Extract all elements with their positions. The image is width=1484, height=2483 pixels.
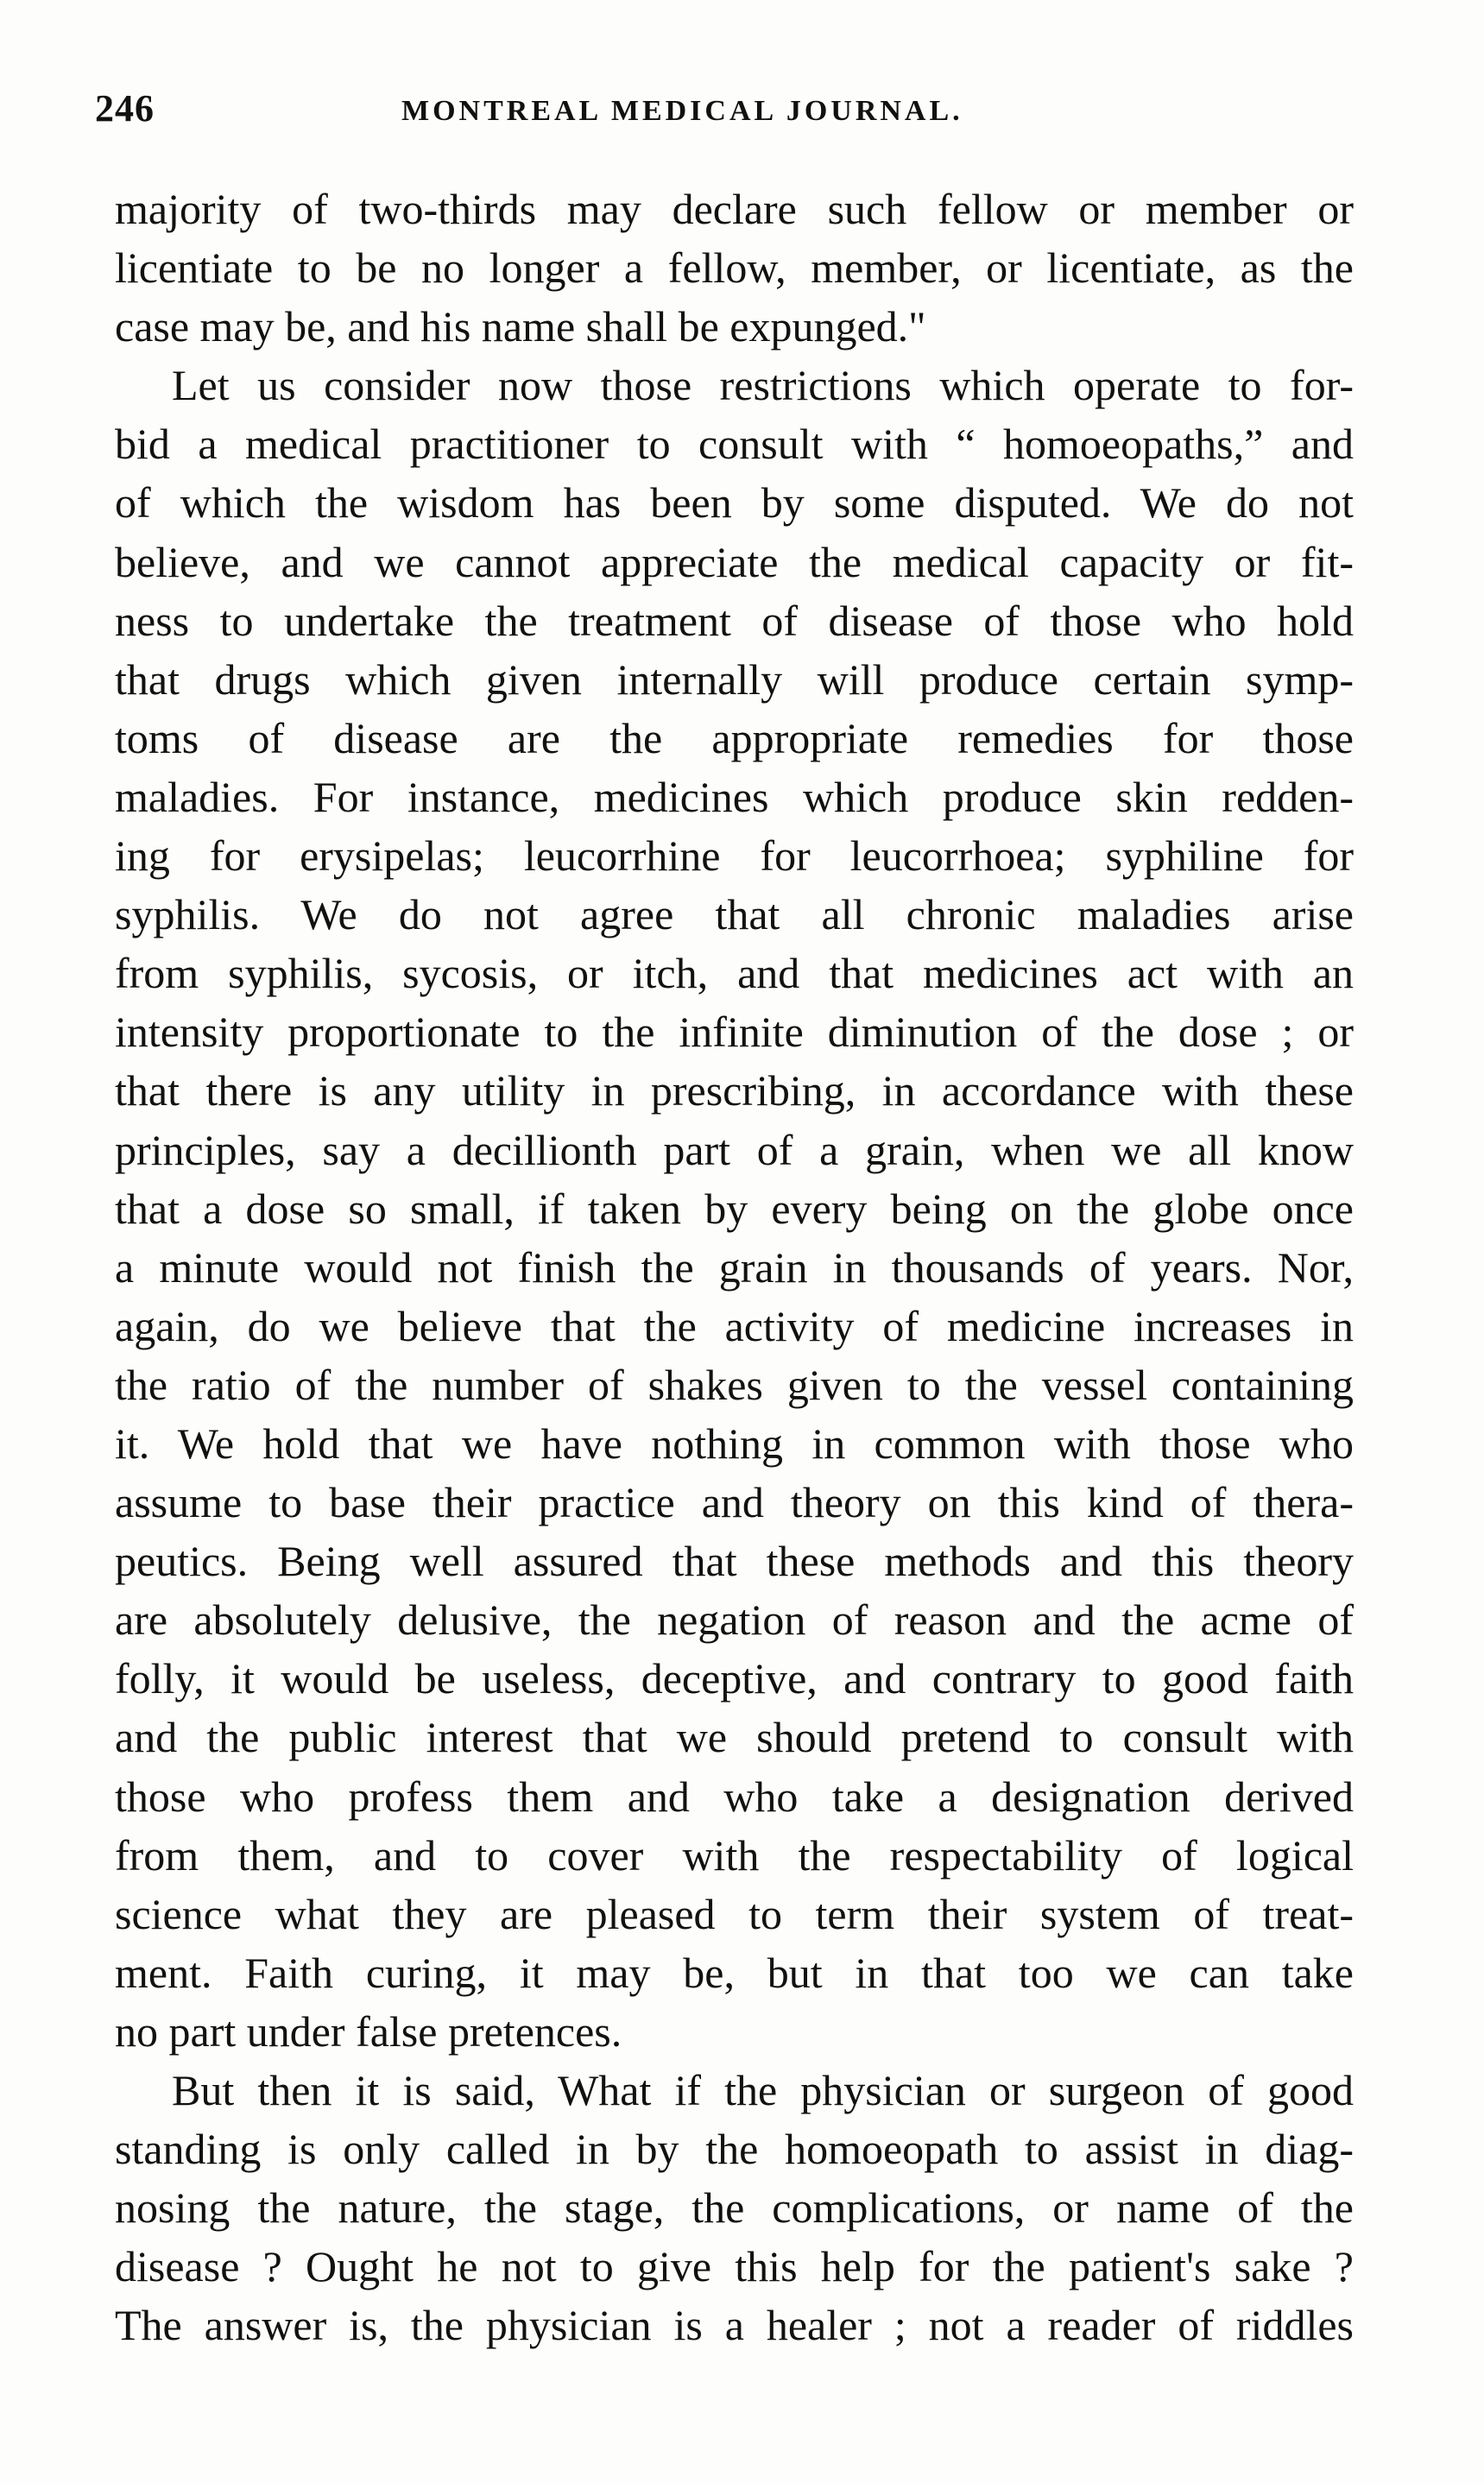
text-line: again, do we believe that the activity of medicine increases in bbox=[115, 1301, 1354, 1350]
text-line: a minute would not finish the grain in thousands of years. Nor, bbox=[115, 1242, 1354, 1292]
text-line: ing for erysipelas; leucorrhine for leucorrhoea; syphiline for bbox=[115, 831, 1354, 881]
running-title: MONTREAL MEDICAL JOURNAL. bbox=[401, 95, 963, 127]
text-line: science what they are pleased to term their system of treat- bbox=[115, 1889, 1354, 1938]
page-number: 246 bbox=[95, 87, 155, 130]
text-line: assume to base their practice and theory on this kind of thera- bbox=[115, 1478, 1354, 1527]
text-line: licentiate to be no longer a fellow, member, or licentiate, as the bbox=[115, 243, 1354, 293]
text-line: maladies. For instance, medicines which produce skin redden- bbox=[115, 772, 1354, 821]
text-line: from syphilis, sycosis, or itch, and that medicines act with an bbox=[115, 949, 1354, 998]
text-line: Let us consider now those restrictions which operate to for- bbox=[172, 361, 1354, 410]
text-line: that drugs which given internally will produce certain symp- bbox=[115, 654, 1354, 704]
text-line: those who profess them and who take a designation derived bbox=[115, 1772, 1354, 1821]
text-line: syphilis. We do not agree that all chronic maladies arise bbox=[115, 890, 1354, 939]
text-line: peutics. Being well assured that these methods and this theory bbox=[115, 1537, 1354, 1586]
text-line: The answer is, the physician is a healer ; not a reader of riddles bbox=[115, 2301, 1354, 2350]
text-line: no part under false pretences. bbox=[115, 2006, 622, 2056]
text-line: it. We hold that we have nothing in common with those who bbox=[115, 1418, 1354, 1468]
text-line: principles, say a decillionth part of a grain, when we all know bbox=[115, 1125, 1354, 1174]
text-line: majority of two-thirds may declare such fellow or member or bbox=[115, 185, 1354, 233]
text-line: bid a medical practitioner to consult with “ homoeopaths,” and bbox=[115, 420, 1354, 469]
text-line: folly, it would be useless, deceptive, and contrary to good faith bbox=[115, 1654, 1354, 1703]
text-line: and the public interest that we should pretend to consult with bbox=[115, 1713, 1354, 1762]
text-line: toms of disease are the appropriate remedies for those bbox=[115, 713, 1354, 762]
text-line: that there is any utility in prescribing, in accordance with these bbox=[115, 1066, 1354, 1115]
text-line: from them, and to cover with the respectability of logical bbox=[115, 1830, 1354, 1880]
paragraph bbox=[115, 356, 1354, 2061]
text-line: ment. Faith curing, it may be, but in that too we can take bbox=[115, 1948, 1354, 1997]
text-line: case may be, and his name shall be expunged." bbox=[115, 302, 926, 351]
text-line: are absolutely delusive, the negation of reason and the acme of bbox=[115, 1595, 1354, 1645]
text-line: But then it is said, What if the physician or surgeon of good bbox=[172, 2066, 1354, 2114]
body-text bbox=[115, 180, 1354, 2354]
text-line: believe, and we cannot appreciate the medical capacity or fit- bbox=[115, 537, 1354, 586]
text-line: that a dose so small, if taken by every being on the globe once bbox=[115, 1184, 1354, 1233]
text-line: the ratio of the number of shakes given to the vessel containing bbox=[115, 1360, 1354, 1409]
text-line: ness to undertake the treatment of disease of those who hold bbox=[115, 596, 1354, 645]
text-line: of which the wisdom has been by some disputed. We do not bbox=[115, 478, 1354, 528]
text-line: nosing the nature, the stage, the complications, or name of the bbox=[115, 2183, 1354, 2233]
text-line: intensity proportionate to the infinite diminution of the dose ; or bbox=[115, 1008, 1354, 1057]
text-line: disease ? Ought he not to give this help for the patient's sake ? bbox=[115, 2242, 1354, 2291]
paragraph bbox=[115, 180, 1354, 356]
text-line: standing is only called in by the homoeopath to assist in diag- bbox=[115, 2125, 1354, 2174]
paragraph bbox=[115, 2061, 1354, 2354]
page-header bbox=[95, 86, 1381, 138]
